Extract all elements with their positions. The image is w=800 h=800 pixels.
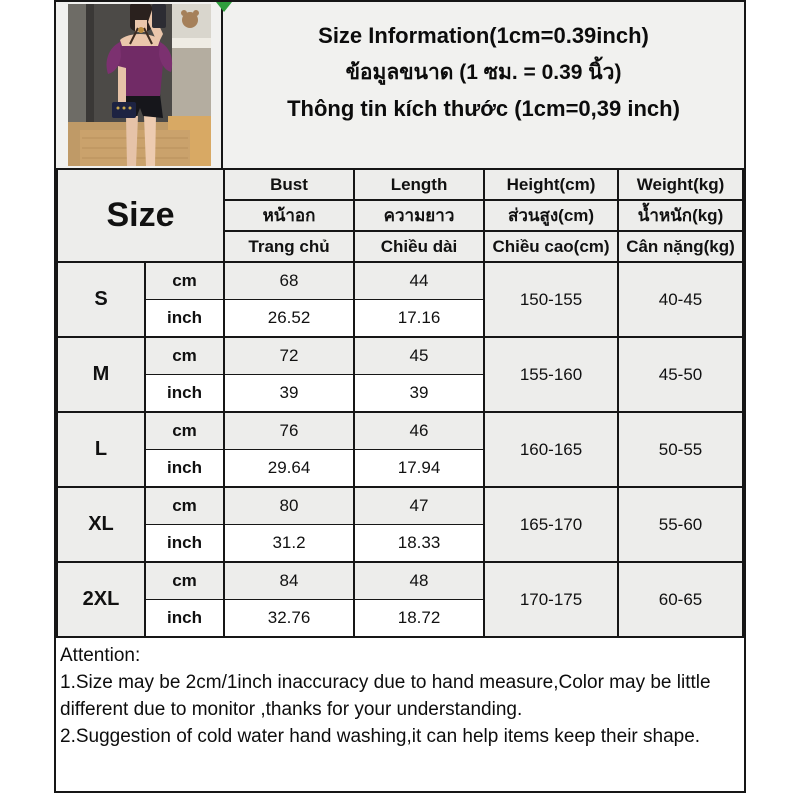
- length-inch: 18.72: [354, 600, 484, 638]
- col-bust-en: Bust: [224, 169, 354, 200]
- size-table: [56, 168, 744, 638]
- col-height-th: ส่วนสูง(cm): [484, 200, 618, 231]
- bust-cm: 76: [224, 412, 354, 450]
- unit-inch: inch: [145, 375, 224, 413]
- title-thai: ข้อมูลขนาด (1 ซม. = 0.39 นิ้ว): [345, 60, 622, 84]
- unit-cm: cm: [145, 337, 224, 375]
- height-range: 155-160: [484, 337, 618, 412]
- bust-cm: 80: [224, 487, 354, 525]
- col-length-th: ความยาว: [354, 200, 484, 231]
- unit-cm: cm: [145, 562, 224, 600]
- bust-cm: 72: [224, 337, 354, 375]
- height-range: 170-175: [484, 562, 618, 637]
- bust-inch: 39: [224, 375, 354, 413]
- attention-section: [56, 638, 744, 791]
- table-row: [57, 487, 743, 525]
- model-photo: [68, 4, 211, 166]
- bust-inch: 26.52: [224, 300, 354, 338]
- attention-heading: Attention:: [60, 645, 141, 666]
- unit-cm: cm: [145, 412, 224, 450]
- unit-cm: cm: [145, 262, 224, 300]
- col-height-en: Height(cm): [484, 169, 618, 200]
- length-inch: 17.94: [354, 450, 484, 488]
- title-block: [223, 2, 744, 168]
- length-cm: 46: [354, 412, 484, 450]
- unit-inch: inch: [145, 300, 224, 338]
- col-bust-th: หน้าอก: [224, 200, 354, 231]
- size-cell-2xl: 2XL: [57, 562, 145, 637]
- length-inch: 18.33: [354, 525, 484, 563]
- bust-cm: 68: [224, 262, 354, 300]
- col-weight-vi: Cân nặng(kg): [618, 231, 743, 262]
- size-cell-m: M: [57, 337, 145, 412]
- col-length-en: Length: [354, 169, 484, 200]
- length-cm: 47: [354, 487, 484, 525]
- size-cell-s: S: [57, 262, 145, 337]
- col-length-vi: Chiều dài: [354, 231, 484, 262]
- weight-range: 40-45: [618, 262, 743, 337]
- table-row: [57, 337, 743, 375]
- unit-inch: inch: [145, 600, 224, 638]
- bust-inch: 31.2: [224, 525, 354, 563]
- product-photo-cell: [56, 2, 223, 168]
- weight-range: 60-65: [618, 562, 743, 637]
- height-range: 160-165: [484, 412, 618, 487]
- weight-range: 50-55: [618, 412, 743, 487]
- height-range: 165-170: [484, 487, 618, 562]
- length-inch: 39: [354, 375, 484, 413]
- size-cell-l: L: [57, 412, 145, 487]
- col-bust-vi: Trang chủ: [224, 231, 354, 262]
- unit-cm: cm: [145, 487, 224, 525]
- unit-inch: inch: [145, 525, 224, 563]
- title-english: Size Information(1cm=0.39inch): [318, 22, 649, 48]
- table-row: [57, 562, 743, 600]
- bust-inch: 29.64: [224, 450, 354, 488]
- unit-inch: inch: [145, 450, 224, 488]
- header-band: [56, 2, 744, 168]
- table-row: [57, 412, 743, 450]
- table-row: [57, 262, 743, 300]
- col-height-vi: Chiều cao(cm): [484, 231, 618, 262]
- length-cm: 44: [354, 262, 484, 300]
- size-chart-panel: [54, 0, 746, 793]
- length-cm: 48: [354, 562, 484, 600]
- col-weight-en: Weight(kg): [618, 169, 743, 200]
- bust-cm: 84: [224, 562, 354, 600]
- col-weight-th: น้ำหนัก(kg): [618, 200, 743, 231]
- bust-inch: 32.76: [224, 600, 354, 638]
- header-row-english: [57, 169, 743, 200]
- green-marker-icon: [216, 2, 232, 12]
- weight-range: 45-50: [618, 337, 743, 412]
- weight-range: 55-60: [618, 487, 743, 562]
- title-vietnamese: Thông tin kích thước (1cm=0,39 inch): [287, 95, 680, 121]
- length-cm: 45: [354, 337, 484, 375]
- length-inch: 17.16: [354, 300, 484, 338]
- attention-note-2: 2.Suggestion of cold water hand washing,it can help items keep their shape.: [60, 725, 701, 747]
- height-range: 150-155: [484, 262, 618, 337]
- size-cell-xl: XL: [57, 487, 145, 562]
- attention-note-1: 1.Size may be 2cm/1inch inaccuracy due to hand measure,Color may be little different due to monitor ,thanks for your understanding.: [60, 671, 711, 720]
- size-header: Size: [57, 169, 224, 262]
